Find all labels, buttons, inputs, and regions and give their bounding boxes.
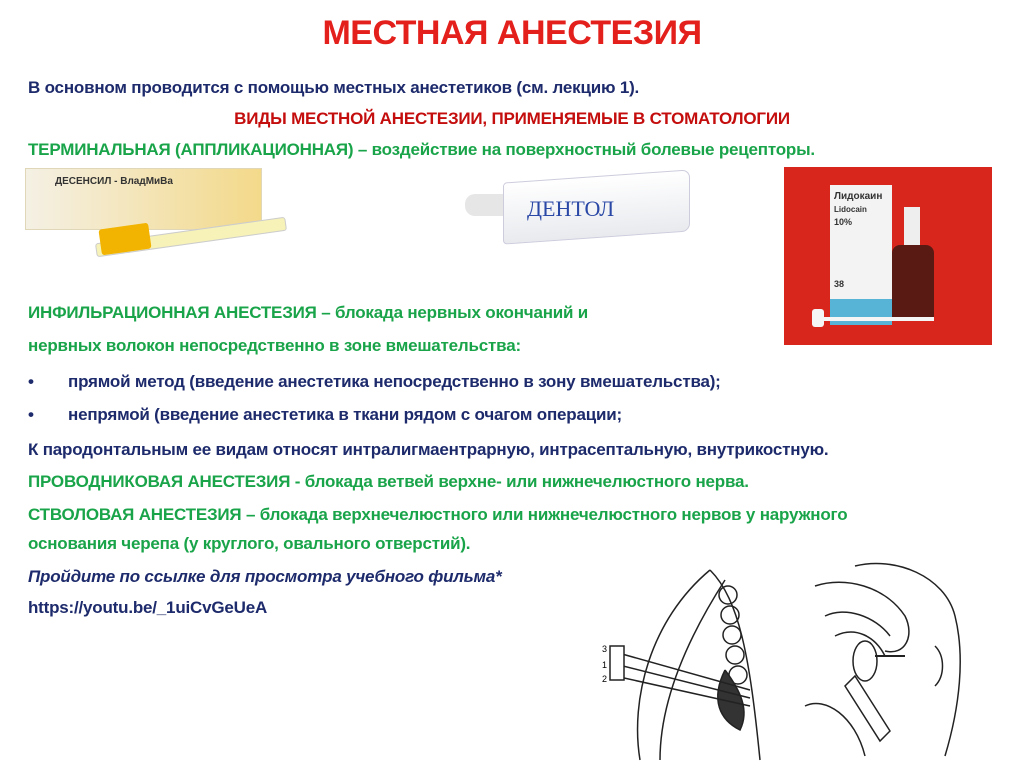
diagram-label-1: 1 [602, 660, 608, 670]
periodontal-text: К пародонтальным ее видам относят интралигмаентрарную, интрасептальную, внутрикостную. [28, 440, 829, 459]
infiltration-text-line1: ИНФИЛЬРАЦИОННАЯ АНЕСТЕЗИЯ – блокада нервных окончаний и [28, 303, 589, 322]
diagram-label-3: 3 [602, 644, 608, 654]
extraoral-anesthesia-illustration [795, 556, 995, 765]
lidocain-latin-label: Lidocain [834, 205, 867, 214]
lidocain-label: Лидокаин [834, 191, 883, 202]
dentol-product-image [465, 172, 695, 244]
diagram-label-2: 2 [602, 674, 608, 684]
lidocain-volume: 38 [834, 279, 845, 289]
page-title: МЕСТНАЯ АНЕСТЕЗИЯ [322, 14, 702, 52]
terminal-anesthesia-text: ТЕРМИНАЛЬНАЯ (АППЛИКАЦИОННАЯ) – воздействие на поверхностный болевые рецепторы. [28, 140, 815, 159]
trunk-anesthesia-text-line2: основания черепа (у круглого, овального отверстий). [28, 534, 471, 553]
infiltration-text-line2: нервных волокон непосредственно в зоне вмешательства: [28, 336, 521, 355]
lidocain-percent: 10% [834, 217, 853, 227]
desensil-product-image [25, 168, 290, 258]
conduction-anesthesia-text: ПРОВОДНИКОВАЯ АНЕСТЕЗИЯ - блокада ветвей верхне- или нижнечелюстного нерва. [28, 472, 749, 491]
video-link[interactable]: https://youtu.be/_1uiCvGeUeA [28, 598, 268, 617]
intro-text: В основном проводится с помощью местных анестетиков (см. лекцию 1). [28, 78, 640, 97]
dentol-label: ДЕНТОЛ [527, 196, 615, 221]
video-prompt: Пройдите по ссылке для просмотра учебного фильма* [28, 567, 502, 586]
bullet-indirect-method: непрямой (введение анестетика в ткани рядом с очагом операции; [68, 405, 622, 424]
oral-anesthesia-illustration [600, 560, 780, 765]
lidocain-product-image [784, 167, 992, 345]
bullet-direct-method: прямой метод (введение анестетика непосредственно в зону вмешательства); [68, 372, 721, 391]
bullet-symbol: • [28, 405, 34, 424]
trunk-anesthesia-text-line1: СТВОЛОВАЯ АНЕСТЕЗИЯ – блокада верхнечелюстного или нижнечелюстного нервов у наружного [28, 505, 848, 524]
section-subtitle: ВИДЫ МЕСТНОЙ АНЕСТЕЗИИ, ПРИМЕНЯЕМЫЕ В СТОМАТОЛОГИИ [234, 109, 790, 128]
bullet-symbol: • [28, 372, 34, 391]
desensil-label: ДЕСЕНСИЛ - ВладМиВа [55, 176, 173, 187]
